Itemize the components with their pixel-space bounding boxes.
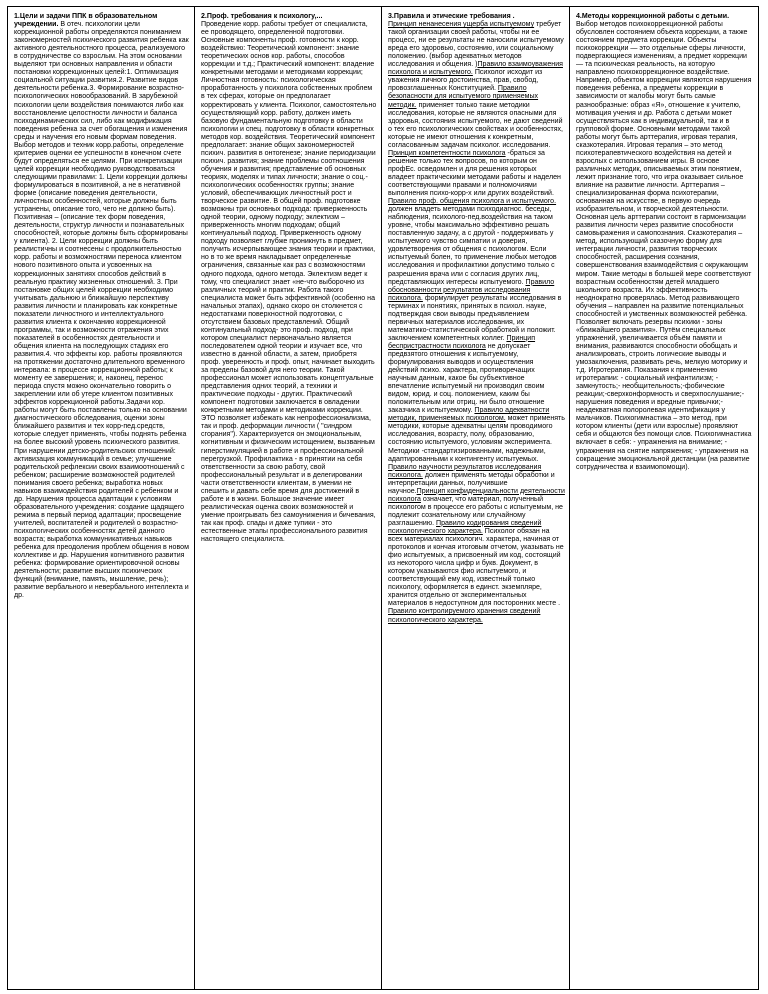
rule-text: формулирует результаты исследования в терминах и понятиях, принятых в психол. науке, подтверждая свои выводы предъявлением первичных материалов исследования, их математико-статистической обработкой и положит. заключением компетентных коллег. bbox=[388, 294, 562, 342]
section-title: 1.Цели и задачи ППК в образовательном учреждении. bbox=[14, 13, 158, 29]
section-body bbox=[388, 21, 565, 625]
rule-heading: Правило обоснованности результатов исследования психолога. bbox=[388, 278, 555, 302]
section-title: 2.Проф. требования к психологу,... bbox=[201, 13, 323, 20]
rule-text: не допускает предвзятого отношения к испытуемому, формулирования выводов и осуществления действий психо. характера, противоречащих научным данным, какое бы субъективное впечатление испытуемый ни производил своим видом, юрид. и соц. положением, каким бы положительным или отриц. ни было отношение заказчика к испытуемому. bbox=[388, 342, 545, 415]
rule-heading: Правило кодирования сведений психологического характера. bbox=[388, 519, 542, 535]
rule-heading: Принцип ненанесения ущерба испытуемому bbox=[388, 21, 535, 29]
rule-heading: Правило проф. общения психолога и испытуемого. bbox=[388, 198, 557, 206]
document-sheet bbox=[7, 6, 759, 990]
rule-heading: Правило адекватности методик, применяемых психологом. bbox=[388, 407, 550, 423]
rule-heading: Принцип беспристрастности психолога bbox=[388, 334, 536, 350]
section-title: 4.Методы коррекционной работы с детьми. bbox=[576, 13, 730, 20]
column-correction-methods bbox=[570, 7, 758, 989]
rule-heading: Принцип компетентности психолога bbox=[388, 149, 506, 157]
rule-text: Психолог обязан на всех материалах психологич. характера, начиная от протоколов и кончая итоговым отчетом, указывать не фио испытуемых, а присвоенный им код, состоящий из некоторого числа цифр и букв. Документ, в котором указываются фио испытуемого, и соответствующий ему код, известный только психологу, оформляется в единст. экземпляре, хранится отдельно от экспериментальных материалов в недоступном для посторонних месте . bbox=[388, 528, 564, 608]
rule-text: означает, что материал, полученный психологом в процессе его работы с испытуемым, не подлежит сознательному или случайному разглашению. bbox=[388, 495, 563, 527]
section-body: Проведение корр. работы требует от специалиста, ее проводящего, определенной подготовки. Основные компоненты проф. готовности к корр. воздействию: Теоретический компонент: знание теоретических основ кор. работы, способов коррекции и т.д.; Практический компонент: владение конкретными методами и методиками коррекции; Личностная готовность: психологическая проработанность у психолога собственных проблем в тех сферах, которые он предполагает корректировать у клиента. Психолог, самостоятельно осуществляющий корр. работу, должен иметь базовую фундаментальную подготовку в области психологии и спец. подготовку в области конкретных методов кор. воздействия. Теоретический компонент предполагает: знание общих закономерностей психич. развития в онтогенезе; знание периодизации психич. развития; знание проблемы соотношения обучения и развития; представление об основных теориях, моделях и типах личности; знание о соц.-психологических особенностях группы; знание условий, обеспечивающих личностный рост и творческое развитие. В общей проф. подготовке возможны три основных подхода: приверженность одной теории, одному подходу; эклектизм – приверженность многим подходам; общий континуальный подход. Приверженность одному подходу позволяет глубже проникнуть в предмет, получить исчерпывающее знания теории и практики, но в то же время накладывает определенные ограничения, связанные как раз с возможностями одного подхода, одного метода. Эклектизм ведет к тому, что специалист знает «не-что выборочно из различных теорий и практик. Работа такого специалиста может быть эффективной (особенно на начальных этапах), однако скоро он столкнется с недостатками поверхностной подготовки, с отсутствием базовых представлений. Общий континуальный подход- это проф. подход, при котором специалист первоначально является последователем одной теории и изучает все, что известно в данной области, а затем, приобретя проф. уверенность и проф. опыт, начинает выходить за пределы базовой для него теории. Такой профессионал может использовать концептуальные представления одних теорий, а техники и практические подходы - других. Практический компонент подготовки заключается в овладении конкретными методами и методиками коррекции. ЭТО позволяет избежать как непрофессионализма, так и проф. деформации личности ( "синдром сгорания"). Характеризуется он эмоциональным, когнитивным и физическим истощением, вызванным гиперстимуляцией в работе и профессиональной перегрузкой. Профилактика - в принятии на себя ответственности за свою работу, свой профессиональный результат и в делегировании части ответственности клиентам, в умении не спешить и давать себе время для достижений в работе и в жизни. Большое значение имеет реалистическая оценка своих возможностей и умение проигрывать без самоунижения и бичевания, так как проф. спады и даже тупики - это естественные этапы профессионального развития настоящего специалиста. bbox=[201, 21, 377, 544]
rule-heading: Правило контролируемого хранения сведений психологического характера. bbox=[388, 608, 541, 624]
rule-text: должен владеть методами психодиагнос. беседы, наблюдения, психолого-пед.воздействия на таком уровне, чтобы максимально эффективно решать поставленную задачу, а с другой - поддерживать у испытуемого чувство симпатии и доверия, удовлетворения от общения с психологом. Если испытуемый болен, то применение любых методов исследования и профилактики допустимо только с разрешения врача или с согласия других лиц, представляющих интересы испытуемого. bbox=[388, 206, 557, 286]
section-title: 3.Правила и этические требования . bbox=[388, 13, 515, 20]
column-text bbox=[14, 13, 190, 600]
rule-text: -браться за решение только тех вопросов, по которым он профЕс. осведомлен и для решения которых владеет практическими методами работы и наделен соответствующими правами и полномочиями выполнения психо-корр-х или других воздействий. bbox=[388, 149, 561, 198]
section-body: В отеч. психологии цели коррекционной работы определяются пониманием закономерностей психического развития ребенка как активного деятельностного процесса, реализуемого в сотрудничестве со взрослым. На этом основании выделяют три основных направления и области постановки коррекционных целей:1. Оптимизация социальной ситуации развития.2. Развитие видов деятельности ребенка.3. Формирование возрастно-психологических новообразований. В зарубежной психологии цели воздействия понимаются либо как восстановление целостности личности и баланса психодинамических сил, либо как модификация поведения ребенка за счет обогащения и изменения среды и научения его новым формам поведения. Выбор методов и техник корр.работы, определение критериев оценки ее успешности в конечном счете будут определяться ее целями. При конкретизации целей коррекции необходимо руководствоваться следующими правилами: 1. Цели коррекции должны формулироваться в позитивной, а не в негативной форме (описание поведения деятельности, личностных особенностей, которые должны быть устранены, описание того, чего не должно быть). Позитивная – (описание тех форм поведения, деятельности, структур личности и познавательных способностей, которые должны быть сформированы у клиента). 2. Цели коррекции должны быть реалистичны и соотнесены с продолжительностью корр. работы и возможностями переноса клиентом нового позитивного опыта и усвоенных на коррекционных занятиях способов действий в реальную практику жизненных отношений. 3. При постановке общих целей коррекции необходимо учитывать дальнюю и ближайшую перспективу развития личности и планировать как конкретные показатели личностного и интеллектуального развития клиента к окончанию коррекционной программы, так и возможности отражения этих показателей в особенностях деятельности и общения клиента на последующих стадиях его развития.4. что эффекты кор. работы проявляются на протяжении достаточно длительного временного интервала: в процессе коррекционной работы; к моменту ее завершения; и, наконец, перенос периода спустя можно окончательно говорить о закреплении или об утере клиентом позитивных эффектов коррекционной работы.Задачи кор. работы могут быть поставлены только на основании диагностического обследования, оценки зоны ближайшего развития и тех корр-пед.средств, которые следует применять, чтобы поднять ребенка на более высокий уровень психического развития. При нарушении детско-родительских отношений: активизация коммуникаций в семье; улучшение родительской рефлексии своих взаимоотношений с ребенком; расширение возможностей родителей понимания своего ребенка; выработка новых навыков взаимодействия родителей с ребенком и др. Нарушения процесса адаптации к условиям образовательного учреждения: создание щадящего режима в первый период адаптации; просвещение учителей, воспитателей и родителей о возрастно-психологических особенностях детей данного возраста; выработка коммуникативных навыков ребенка для преодоления проблем общения в новом коллективе и др. Нарушения когнитивного развития ребенка: формирование ориентировочной основы деятельности; развитие высших психических функций (внимание, память, мышление, речь); развитие вербального и невербального интеллекта и др. bbox=[14, 21, 189, 600]
rule-text: требует такой организации своей работы, чтобы ни ее процесс, ни ее результаты не наносили испытуемому вреда его здоровью, состоянию, или социальному положению. (выбор адекватных методов исследования и общения. ) bbox=[388, 21, 564, 69]
rule-text: может применять методики, которые адекватны целям проводимого исследования, возрасту, полу, образованию, состоянию испытуемого, условиям эксперимента. Методики -стандартизированными, надежными, адаптированными к контингенту испытуемых. bbox=[388, 415, 565, 463]
rule-heading: Правило научности результатов исследования психолога. bbox=[388, 463, 542, 479]
column-ethics-rules bbox=[382, 7, 570, 989]
rule-text: должен применять методы обработки и интерпретации данных, получившие научное. bbox=[388, 471, 555, 495]
rule-heading: Правило взаимоуважения психолога и испытуемого. bbox=[388, 61, 563, 77]
section-body: Выбор методов психокоррекционной работы обусловлен состоянием объекта коррекции, а также состоянием предмета коррекции. Объекты психокоррекции — это отдельные сферы личности, подвергающиеся изменениям, а предмет коррекции — та психическая реальность, на которую направлено психокоррекционное воздействие. Например, объектом коррекции являются нарушения поведения ребенка, а предметы коррекции в зависимости от жалобы могут быть самые разнообразные: образ «Я», отношение к учителю, мотивация учения и др. Работа с детьми может осуществляться как в индивидуальной, так и в групповой форме. Основными методами такой работы могут быть арттерапия, игровая терапия, сказкотерапия. Игровая терапия – это метод психотерапевтического воздействия на детей и взрослых с использованием игры. В основе различных методик, описываемых этим понятием, лежит признание того, что игра оказывает сильное влияние на развитие личности. Арттерапия – специализированная форма психотерапии, основанная на искусстве, в первую очередь изобразительном, и творческой деятельности. Основная цель арттерапии состоит в гармонизации развития личности через развитие способности самовыражения и самопознания. Сказкотерапия – метод, использующий сказочную форму для интеграции личности, развития творческих способностей, расширения сознания, совершенствования взаимодействия с окружающим миром. Такие методы в большей мере соответствуют возрастным особенностям детей младшего школьного возраста. Их эффективность неоднократно проверялась. Метод развивающего обучения – направлен на развитие потенциальных способностей и умственных возможностей ребёнка. Позволяет включать резервы психики - зоны «ближайшего развития». Путём специальных упражнений, увеличивается объём памяти и внимания, развиваются способности обобщать и анализировать, строить логические выводы и умозаключения, развивать речь, мелкую моторику и т.д. Игротерапия. Показания к применению игротерапии: - социальный инфантилизм; - замкнутость;- необщительность;-фобические реакции;-сверхконформность и сверхпослушание;-нарушения поведения и вредные привычки;- неадекватная полоролевая идентификация у мальчиков. Психогимнастика – это метод, при котором клиенты (дети или взрослые) проявляют себя и общаются без помощи слов. Психогимнастика включает в себя: - упражнения на внимание; - упражнения на снятие напряжения; - упражнения на сокращение эмоциональной дистанции (на развитие сотрудничества и взаимопомощи). bbox=[576, 21, 752, 471]
column-goals-and-tasks bbox=[8, 7, 195, 989]
rule-text: Психолог исходит из уважения личного достоинства, прав, свобод, провозглашенных Конституцией. bbox=[388, 69, 543, 93]
rule-text: применяет только такие методики исследования, которые не являются опасными для здоровья, состояния испытуемого, не дают сведений о тех его психологических свойствах и особенностях, которые не имеют отношения к конкретным, согласованным задачам психолог. исследования. bbox=[388, 101, 564, 149]
rule-heading: Правило безопасности для испытуемого применяемых методик. bbox=[388, 85, 539, 109]
column-professional-requirements bbox=[195, 7, 382, 989]
rule-heading: Принцип конфиденциальности деятельности психолога bbox=[388, 487, 565, 503]
